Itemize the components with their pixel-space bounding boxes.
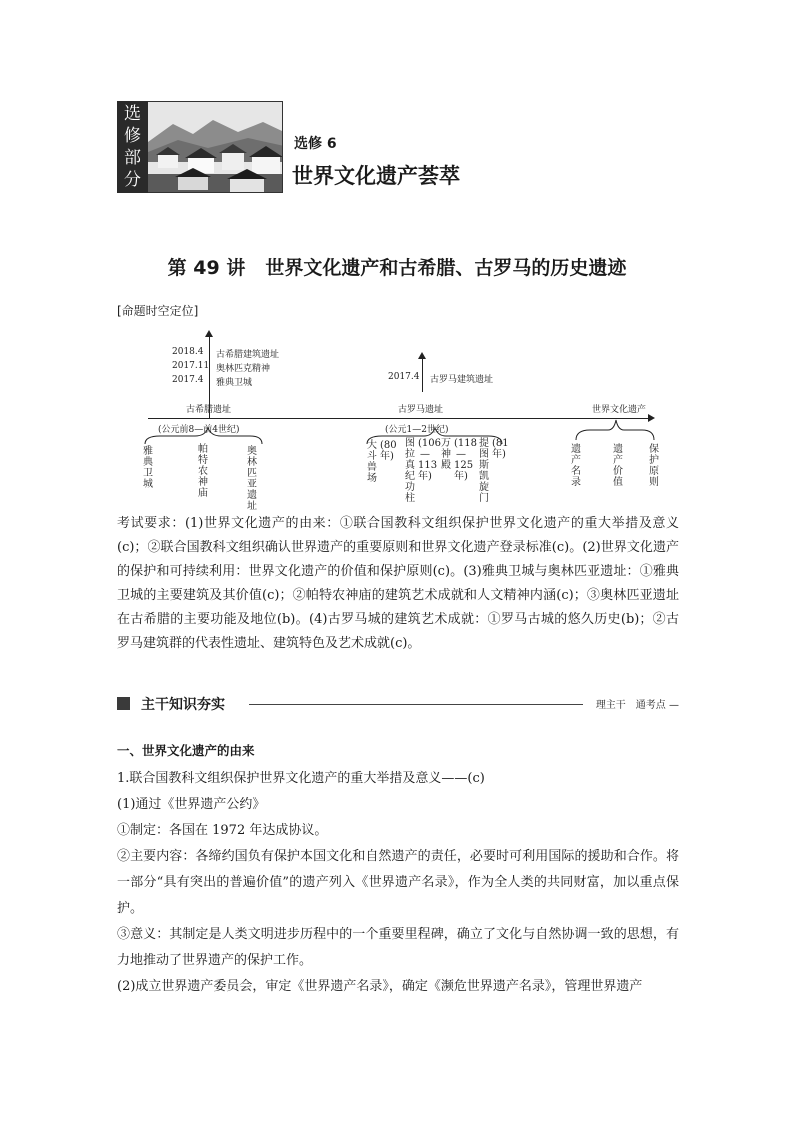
event-year: 2017.4	[388, 372, 420, 382]
rome-item-year: (106—113年)	[418, 438, 441, 482]
rome-item: 图拉真纪功柱	[405, 438, 415, 504]
tab-char: 修	[124, 126, 141, 146]
axis-label-rome: 古罗马遗址	[398, 405, 444, 415]
rome-item: 提图斯凯旋门	[479, 438, 489, 504]
heritage-item-value: 遗产价值	[613, 444, 623, 488]
tab-char: 分	[124, 170, 141, 190]
paragraph: ③意义：其制定是人类文明进步历程中的一个重要里程碑，确立了文化与自然协调一致的思想，有力地推动了世界遗产的保护工作。	[117, 927, 679, 968]
section-right-label: 理主干 通考点 —	[595, 700, 679, 711]
event-year: 2017.4	[172, 375, 204, 385]
rome-item-year: (81年)	[492, 438, 509, 460]
event-text: 雅典卫城	[216, 378, 253, 388]
axis-label-heritage: 世界文化遗产	[592, 405, 647, 415]
greece-item-parthenon: 帕特农神庙	[198, 444, 208, 499]
body-content	[117, 738, 679, 1000]
section-divider	[249, 704, 583, 705]
heritage-item-list: 遗产名录	[571, 444, 581, 488]
rome-item-year: (118—125年)	[454, 438, 477, 482]
heading-1: 一、世界文化遗产的由来	[117, 743, 255, 758]
up-arrow-icon	[205, 330, 213, 337]
paragraph: ②主要内容：各缔约国负有保护本国文化和自然遗产的责任，必要时可利用国际的援助和合作。将一部分“具有突出的普遍价值”的遗产列入《世界遗产名录》，作为全人类的共同财富，加以重点保护。	[117, 849, 679, 916]
elective-tab	[117, 101, 148, 193]
heritage-item-principle: 保护原则	[649, 444, 659, 488]
section-header-bar	[117, 694, 679, 714]
rome-item-year: (80年)	[380, 440, 397, 462]
paragraph: 1.联合国教科文组织保护世界文化遗产的重大举措及意义——(c)	[117, 771, 485, 786]
event-year: 2017.11	[172, 361, 210, 371]
event-text: 古罗马建筑遗址	[430, 375, 494, 385]
lecture-heading	[0, 253, 794, 280]
rome-item: 万神殿	[441, 438, 451, 471]
heritage-brace	[568, 414, 662, 444]
square-icon	[117, 697, 130, 710]
rome-item: 大斗兽场	[367, 440, 377, 484]
elective-subtitle: 选修 6	[294, 136, 337, 152]
lecture-title: 世界文化遗产和古希腊、古罗马的历史遗迹	[265, 257, 627, 279]
exam-requirements: 考试要求：(1)世界文化遗产的由来：①联合国教科文组织保护世界文化遗产的重大举措及意义(c)；②联合国教科文组织确认世界遗产的重要原则和世界文化遗产登录标准(c)。(2)世界文化遗产的保护和可持续利用：世界文化遗产的价值和保护原则(c)。(3)雅典卫城与奥林匹亚遗址：①雅典卫城的主要建筑及其价值(c)；②帕特农神庙的建筑艺术成就和人文精神内涵(c)；③奥林匹亚遗址在古希腊的主要功能及地位(b)。(4)古罗马城的建筑艺术成就：①罗马古城的悠久历史(b)；②古罗马建筑群的代表性遗址、建筑特色及艺术成就(c)。	[117, 516, 679, 651]
paragraph: (1)通过《世界遗产公约》	[117, 797, 266, 812]
tab-char: 选	[124, 104, 141, 124]
event-year: 2018.4	[172, 347, 204, 357]
tab-char: 部	[124, 148, 141, 168]
section-tag: [命题时空定位]	[117, 304, 199, 318]
up-arrow-icon	[418, 352, 426, 359]
rome-period: (公元1—2世纪)	[385, 425, 449, 435]
greece-period: (公元前8—前4世纪)	[158, 425, 240, 435]
unit-title: 世界文化遗产荟萃	[292, 164, 460, 188]
event-text: 古希腊建筑遗址	[216, 350, 280, 360]
greece-item-acropolis: 雅典卫城	[143, 446, 153, 490]
paragraph: ①制定：各国在 1972 年达成协议。	[117, 823, 328, 838]
lecture-number: 第 49 讲	[167, 257, 246, 279]
paragraph: (2)成立世界遗产委员会，审定《世界遗产名录》，确定《濒危世界遗产名录》，管理世界遗产	[117, 979, 643, 994]
event-text: 奥林匹克精神	[216, 364, 271, 374]
axis-label-greece: 古希腊遗址	[186, 405, 232, 415]
section-title: 主干知识夯实	[141, 697, 225, 713]
greece-item-olympia: 奥林匹亚遗址	[247, 446, 257, 512]
greece-brace	[140, 426, 270, 446]
rome-vertical-line	[422, 358, 423, 392]
